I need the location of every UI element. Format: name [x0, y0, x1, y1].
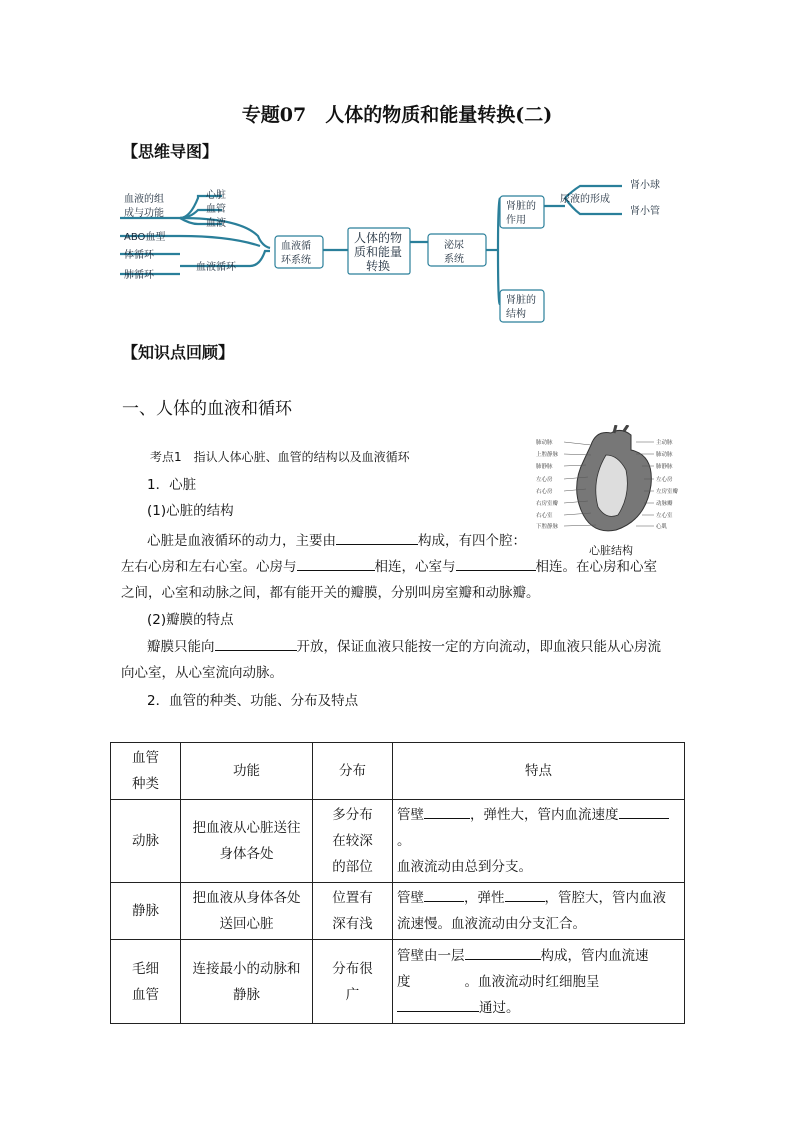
mm-heart: 心脏	[206, 190, 226, 201]
mm-left-branch-1: 血液循	[281, 241, 311, 252]
exam-point: 考点1 指认人体心脏、血管的结构以及血液循环	[150, 450, 410, 464]
heart-left-label: 左心房	[536, 477, 553, 483]
mm-composition-2: 成与功能	[124, 208, 164, 219]
feat-text: ，弹性	[464, 890, 505, 906]
mm-glomerulus: 肾小球	[630, 180, 660, 191]
vessel-distribution: 位置有 深有浅	[313, 883, 393, 940]
mm-vessel: 血管	[206, 204, 226, 215]
blank[interactable]	[456, 556, 536, 571]
mindmap-heading: 【思维导图】	[122, 142, 219, 161]
paragraph-5: 向心室，从心室流向动脉。	[121, 665, 283, 681]
mm-circulation: 血液循环	[196, 262, 236, 273]
heart-left-label: 上腔静脉	[536, 452, 559, 458]
vessel-features	[393, 940, 685, 1024]
heart-right-label: 左房室瓣	[656, 489, 679, 495]
heart-left-label: 下腔静脉	[536, 524, 559, 530]
heart-right-label: 肺动脉	[656, 452, 673, 458]
heart-caption: 心脏结构	[589, 544, 633, 557]
mm-abo: ABO血型	[124, 232, 166, 243]
blank[interactable]	[619, 804, 669, 819]
blank[interactable]	[465, 945, 541, 960]
feat-text: ，弹性大，管内血流速度	[470, 807, 619, 823]
heart-left-label: 肺静脉	[536, 464, 553, 470]
blank[interactable]	[424, 887, 464, 902]
subheading-vessels: 2．血管的种类、功能、分布及特点	[147, 693, 359, 709]
table-row	[111, 883, 685, 940]
feat-text: 管壁	[397, 890, 424, 906]
mm-right-branch-2: 系统	[444, 254, 464, 265]
mm-kidney-function-1: 肾脏的	[506, 201, 536, 212]
blank[interactable]	[215, 636, 297, 651]
mm-body-circ: 体循环	[124, 250, 154, 261]
header-cell: 血管 种类	[111, 743, 181, 800]
subheading-heart-structure: (1)心脏的结构	[147, 503, 234, 519]
feat-text: 。	[397, 833, 411, 849]
p2-text-c: 相连。在心房和心室	[535, 559, 657, 575]
paragraph-4	[147, 634, 661, 660]
mm-kidney-structure-1: 肾脏的	[506, 295, 536, 306]
vessel-type: 静脉	[111, 883, 181, 940]
mm-blood: 血液	[206, 218, 226, 229]
heart-right-label: 肺静脉	[656, 464, 673, 470]
mm-right-branch-1: 泌尿	[444, 240, 464, 251]
vessel-function: 把血液从心脏送往 身体各处	[181, 800, 313, 883]
vessel-type: 毛细 血管	[111, 940, 181, 1024]
feat-text: 血液流动由总到分支。	[397, 859, 532, 875]
feat-text: 度 。血液流动时红细胞呈	[397, 973, 600, 990]
header-cell: 分布	[313, 743, 393, 800]
paragraph-2	[121, 554, 657, 580]
mm-tubule: 肾小管	[630, 206, 660, 217]
p1-text-b: 构成，有四个腔：	[418, 533, 526, 549]
table-row	[111, 940, 685, 1024]
review-heading: 【知识点回顾】	[122, 343, 235, 362]
blank[interactable]	[297, 556, 375, 571]
mm-center-1: 人体的物	[354, 231, 403, 245]
paragraph-3: 之间，心室和动脉之间，都有能开关的瓣膜，分别叫房室瓣和动脉瓣。	[121, 585, 540, 601]
heart-left-label: 右心室	[536, 513, 553, 519]
p2-text-a: 左右心房和左右心室。心房与	[121, 559, 297, 575]
table-header-row	[111, 743, 685, 800]
heart-right-label: 动脉瓣	[656, 501, 673, 507]
heart-diagram	[536, 425, 686, 540]
vessel-distribution: 分布很 广	[313, 940, 393, 1024]
paragraph-1	[147, 528, 526, 554]
heart-figure	[536, 425, 686, 555]
feat-text: ，管腔大，管内血液	[544, 890, 666, 906]
blank[interactable]	[336, 530, 418, 545]
section-1-heading: 一、人体的血液和循环	[122, 399, 292, 419]
heart-right-label: 心肌	[656, 524, 668, 530]
mm-pulm-circ: 肺循环	[124, 270, 154, 281]
p2-text-b: 相连，心室与	[374, 559, 456, 575]
heart-right-label: 左心房	[656, 477, 673, 483]
mm-center-3: 转换	[366, 259, 391, 273]
heart-left-label: 右心房	[536, 489, 553, 495]
mm-kidney-function-2: 作用	[506, 215, 526, 226]
mm-urine: 尿液的形成	[560, 194, 610, 205]
feat-text: 管壁	[397, 807, 424, 823]
feat-text: 管壁由一层	[397, 947, 465, 964]
subheading-heart: 1．心脏	[147, 477, 197, 493]
mm-left-branch-2: 环系统	[281, 255, 311, 266]
vessel-function: 把血液从身体各处 送回心脏	[181, 883, 313, 940]
heart-left-label: 肺动脉	[536, 440, 553, 446]
vessel-features	[393, 883, 685, 940]
page-title: 专题07 人体的物质和能量转换(二)	[241, 104, 553, 126]
mind-map	[110, 166, 700, 326]
vessel-type: 动脉	[111, 800, 181, 883]
heart-left-label: 右房室瓣	[536, 501, 559, 507]
heart-right-label: 左心室	[656, 513, 673, 519]
feat-text: 流速慢。血液流动由分支汇合。	[397, 916, 586, 932]
p1-text-a: 心脏是血液循环的动力，主要由	[147, 533, 336, 549]
mm-composition-1: 血液的组	[124, 194, 164, 205]
blank[interactable]	[505, 887, 545, 902]
blank[interactable]	[424, 804, 470, 819]
header-cell: 功能	[181, 743, 313, 800]
vessel-features	[393, 800, 685, 883]
vessel-table	[110, 742, 685, 1024]
vessel-function: 连接最小的动脉和 静脉	[181, 940, 313, 1024]
table-row	[111, 800, 685, 883]
header-cell: 特点	[393, 743, 685, 800]
p4-text-a: 瓣膜只能向	[147, 639, 215, 655]
p4-text-b: 开放，保证血液只能按一定的方向流动，即血液只能从心房流	[296, 639, 661, 655]
heart-right-label: 主动脉	[656, 440, 673, 446]
feat-text: 通过。	[479, 999, 520, 1016]
mm-kidney-structure-2: 结构	[506, 309, 526, 320]
vessel-distribution: 多分布 在较深 的部位	[313, 800, 393, 883]
feat-text: 构成，管内血流速	[540, 947, 649, 964]
mm-center-2: 质和能量	[354, 245, 403, 259]
blank[interactable]	[397, 997, 479, 1012]
subheading-valve: (2)瓣膜的特点	[147, 612, 234, 628]
